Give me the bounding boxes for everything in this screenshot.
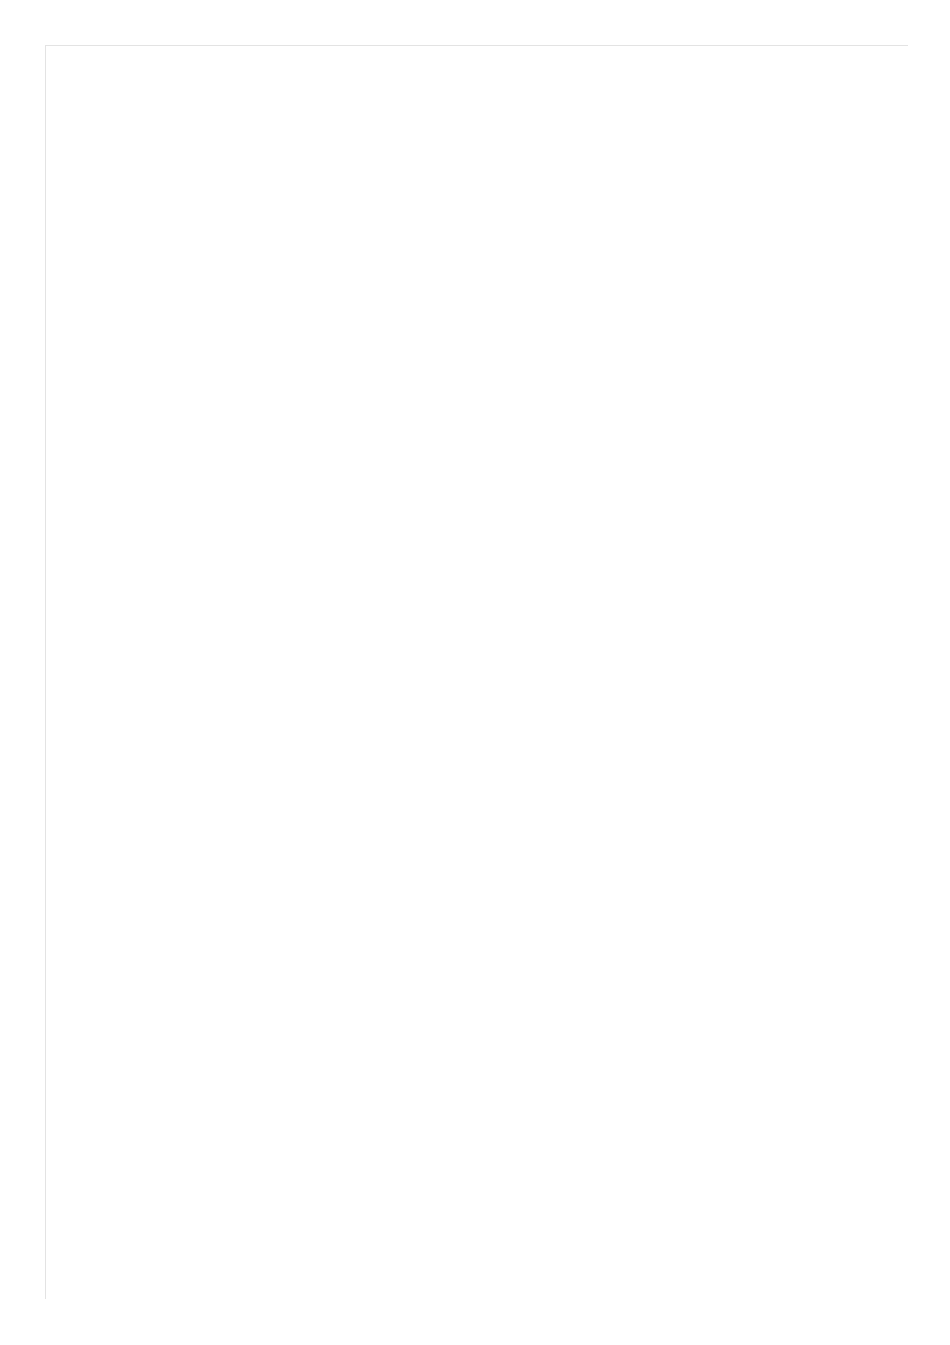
document-page <box>45 45 908 1299</box>
